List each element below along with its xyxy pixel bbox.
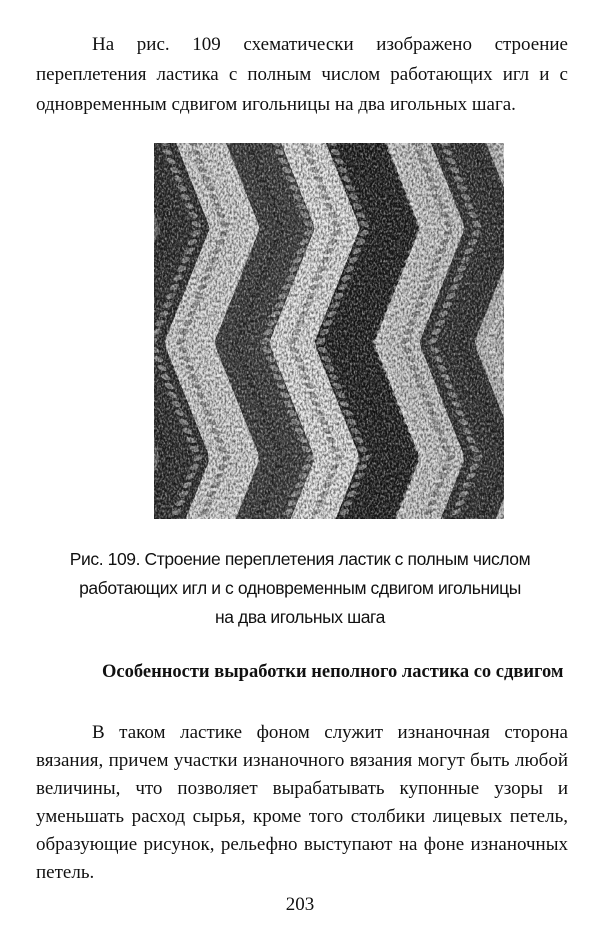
figure-caption-line: Рис. 109. Строение переплетения ластик с полным числом	[69, 549, 531, 569]
figure-caption-line: на два игольных шага	[215, 607, 385, 627]
intro-paragraph: На рис. 109 схематически изображено строение переплетения ластика с полным числом работающих игл и с одновременным сдвигом игольницы на два игольных шага.	[36, 34, 568, 115]
page-number: 203	[285, 894, 315, 915]
knit-fabric-photo	[154, 143, 504, 519]
section-heading: Особенности выработки неполного ластика со сдвигом	[102, 662, 564, 682]
figure-caption-line: работающих игл и с одновременным сдвигом игольницы	[79, 578, 521, 598]
body-paragraph: В таком ластике фоном служит изнаночная сторона вязания, причем участки изнаночного вязания могут быть любой величины, что позволяет вырабатывать купонные узоры и уменьшать расход сырья, кроме того столбики лицевых петель, образующие рисунок, рельефно выступают на фоне изнаночных петель.	[36, 722, 568, 883]
figure-caption	[20, 545, 580, 632]
